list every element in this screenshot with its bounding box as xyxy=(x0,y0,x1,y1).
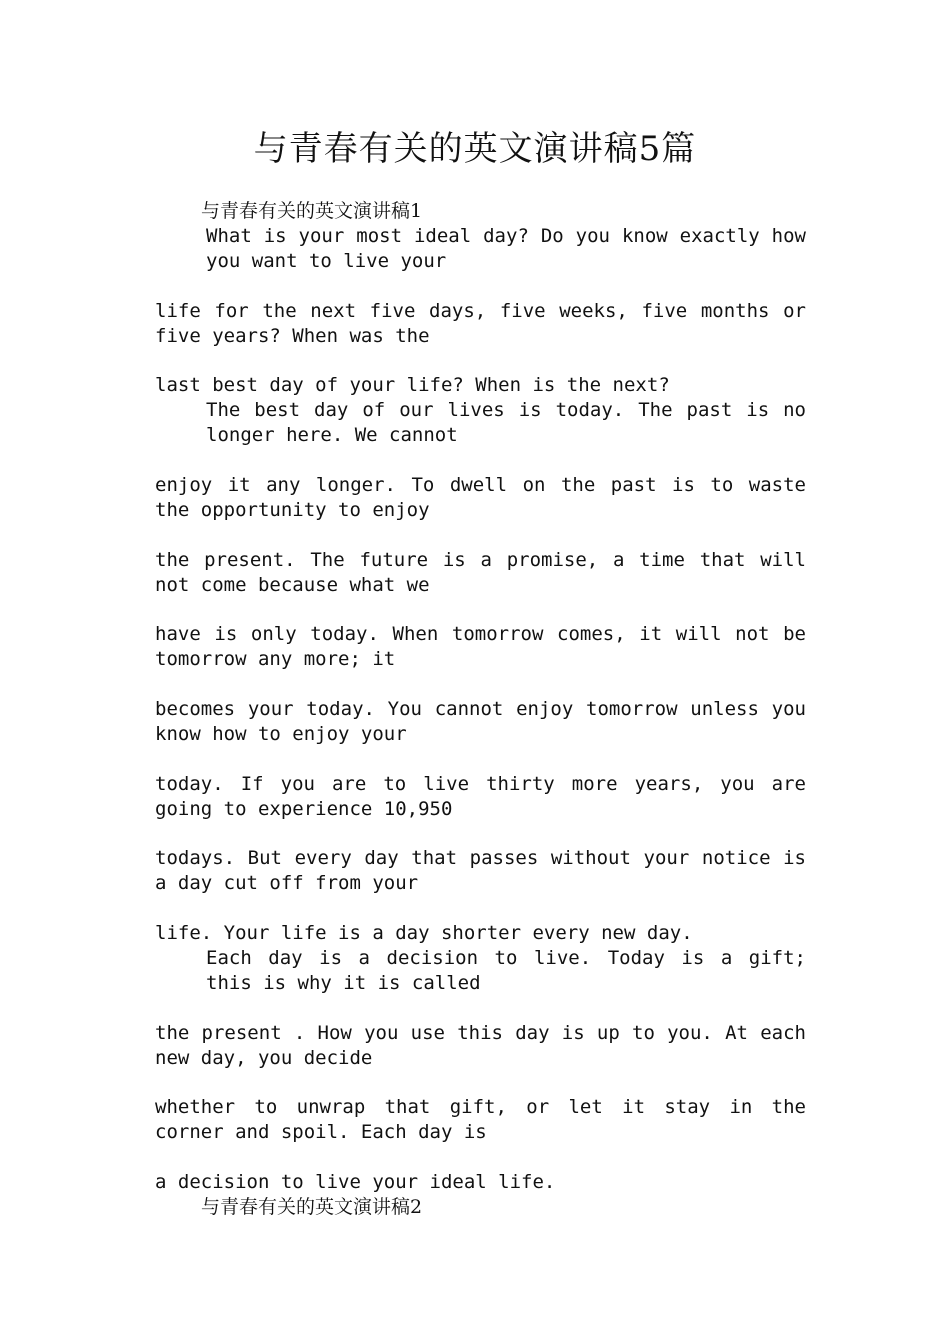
paragraph-2-line-5: becomes your today. You cannot enjoy tomorrow unless you know how to enjoy your xyxy=(155,698,806,745)
paragraph-3-line-1: Each day is a decision to live. Today is a gift; this is why it is called xyxy=(206,947,806,994)
document-body xyxy=(144,199,806,1220)
paragraph-1-line-1: What is your most ideal day? Do you know exactly how you want to live your xyxy=(206,224,806,272)
paragraph-2-line-8: life. Your life is a day shorter every new day. xyxy=(155,922,693,945)
paragraph-1-line-2: life for the next five days, five weeks, five months or five years? When was the xyxy=(155,299,806,347)
paragraph-1-line-3: last best day of your life? When is the next? xyxy=(155,374,670,397)
paragraph-2-line-6: today. If you are to live thirty more years, you are going to experience 10,950 xyxy=(155,772,806,820)
paragraph-2-line-3: the present. The future is a promise, a time that will not come because what we xyxy=(155,548,806,596)
paragraph-3-line-3: whether to unwrap that gift, or let it stay in the corner and spoil. Each day is xyxy=(155,1096,806,1144)
paragraph-2-line-2: enjoy it any longer. To dwell on the past is to waste the opportunity to enjoy xyxy=(155,473,806,521)
section-heading-1: 与青春有关的英文演讲稿1 xyxy=(201,200,423,222)
paragraph-3-line-2: the present . How you use this day is up to you. At each new day, you decide xyxy=(155,1021,806,1069)
paragraph-3-line-4: a decision to live your ideal life. xyxy=(155,1171,556,1194)
paragraph-2-line-1: The best day of our lives is today. The past is no longer here. We cannot xyxy=(206,399,806,447)
paragraph-2-line-4: have is only today. When tomorrow comes, it will not be tomorrow any more; it xyxy=(155,623,806,671)
document-title: 与青春有关的英文演讲稿5篇 xyxy=(253,129,697,169)
paragraph-2-line-7: todays. But every day that passes without your notice is a day cut off from your xyxy=(155,847,806,895)
section-heading-2: 与青春有关的英文演讲稿2 xyxy=(201,1196,423,1219)
